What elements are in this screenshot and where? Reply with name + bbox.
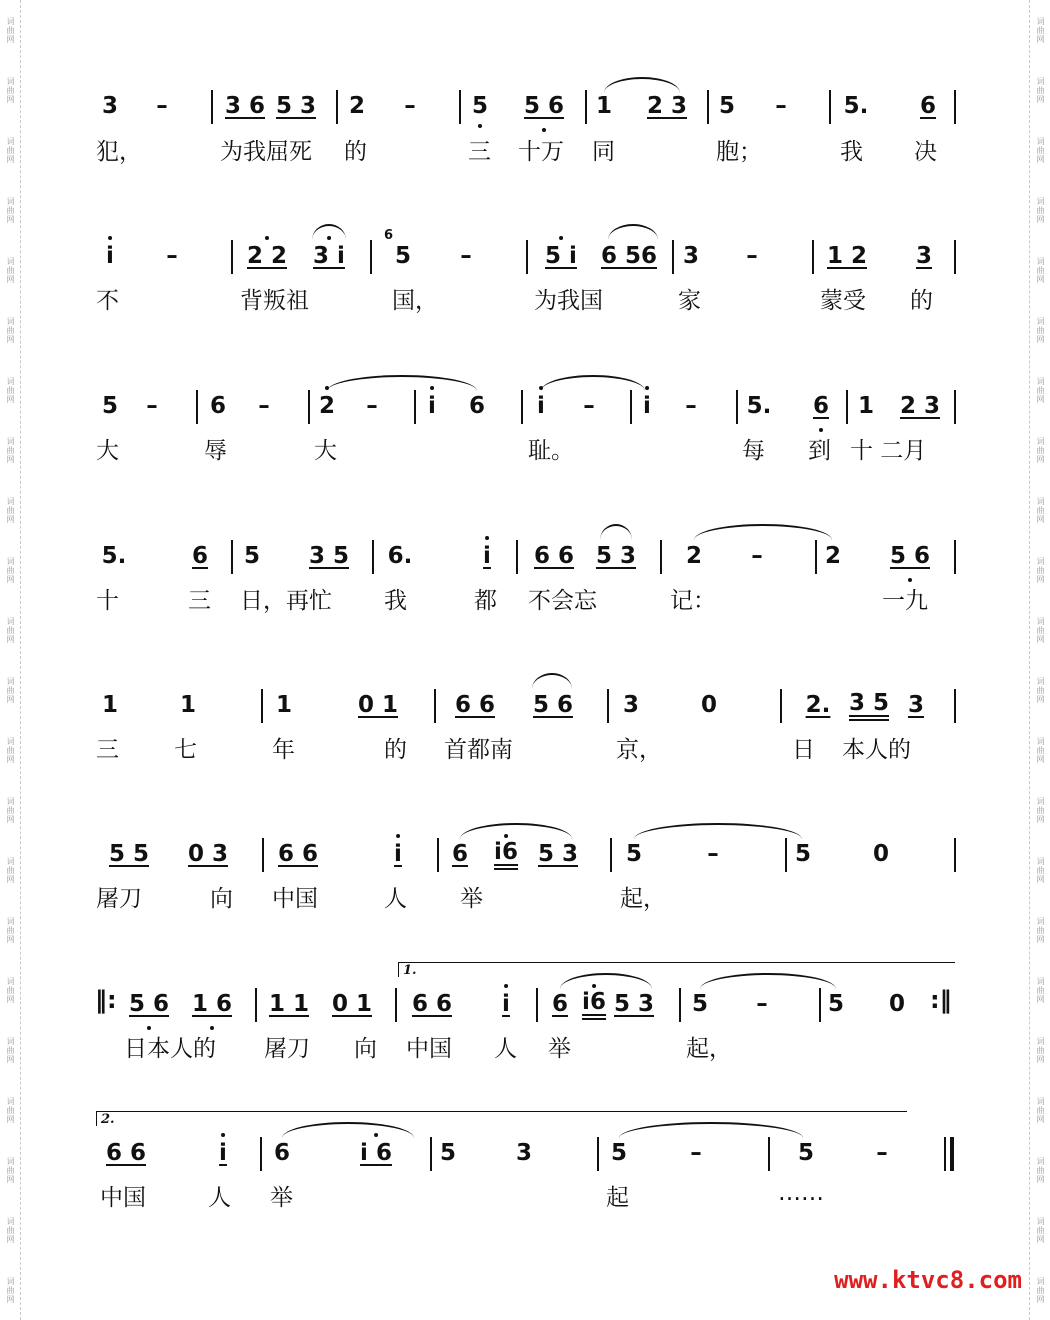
lyric: 大 bbox=[96, 438, 119, 464]
tie-arc bbox=[694, 524, 832, 540]
lyric: 起， bbox=[620, 886, 666, 912]
note: 6 6 bbox=[533, 543, 575, 569]
margin-watermark-tag: 词曲网 bbox=[6, 196, 15, 224]
note: 5 bbox=[471, 93, 489, 119]
note: 1 bbox=[857, 393, 875, 419]
note: 2 bbox=[685, 543, 703, 569]
note: 1 1 bbox=[268, 991, 310, 1017]
margin-watermark-tag: 词曲网 bbox=[1036, 916, 1045, 944]
note: 0 1 bbox=[357, 692, 399, 718]
margin-watermark-tag: 词曲网 bbox=[1036, 1276, 1045, 1304]
margin-watermark-tag: 词曲网 bbox=[6, 1156, 15, 1184]
margin-watermark-tag: 词曲网 bbox=[6, 376, 15, 404]
volta-label: 2. bbox=[101, 1112, 115, 1127]
note: 3 bbox=[622, 692, 640, 718]
note: i bbox=[428, 393, 436, 419]
tie-arc bbox=[460, 823, 572, 839]
note: 5 i bbox=[545, 243, 577, 269]
margin-watermark-tag: 词曲网 bbox=[6, 1036, 15, 1064]
lyric: 三 bbox=[468, 139, 491, 165]
note: 5 3 bbox=[613, 991, 655, 1017]
margin-watermark-tag: 词曲网 bbox=[1036, 1156, 1045, 1184]
tie-arc bbox=[312, 224, 346, 240]
dash-note: – bbox=[685, 393, 697, 419]
lyric: 记： bbox=[670, 588, 716, 614]
dash-note: – bbox=[166, 243, 178, 269]
bar-line bbox=[707, 90, 709, 124]
lyric: 举 bbox=[548, 1036, 571, 1062]
bar-line bbox=[815, 540, 817, 574]
lyric: 七 bbox=[174, 737, 197, 763]
margin-watermark-tag: 词曲网 bbox=[1036, 976, 1045, 1004]
bar-line bbox=[196, 390, 198, 424]
lyric: 京， bbox=[616, 737, 662, 763]
tie-arc bbox=[600, 524, 632, 540]
note: i bbox=[502, 991, 510, 1017]
note: 5 bbox=[625, 841, 643, 867]
note: 1 2 bbox=[826, 243, 868, 269]
note: 5 bbox=[827, 991, 845, 1017]
dash-note: – bbox=[366, 393, 378, 419]
lyric: 不会忘 bbox=[528, 588, 597, 614]
note: 5 bbox=[718, 93, 736, 119]
note: i6 bbox=[582, 990, 606, 1020]
lyric: 辱 bbox=[204, 438, 227, 464]
lyric: 的 bbox=[344, 139, 367, 165]
note: 3 5 bbox=[308, 543, 350, 569]
note: 1 bbox=[275, 692, 293, 718]
lyric: 犯， bbox=[96, 139, 142, 165]
margin-watermark-tag: 词曲网 bbox=[1036, 556, 1045, 584]
lyric: 为我国 bbox=[534, 288, 603, 314]
note: 6 bbox=[468, 393, 486, 419]
note: i bbox=[643, 393, 651, 419]
note: 0 1 bbox=[331, 991, 373, 1017]
lyric: 屠刀 bbox=[264, 1036, 310, 1062]
bar-line bbox=[536, 988, 538, 1022]
margin-watermark-tag: 词曲网 bbox=[1036, 256, 1045, 284]
bar-line bbox=[526, 240, 528, 274]
margin-watermark-tag: 词曲网 bbox=[6, 436, 15, 464]
bar-line bbox=[954, 240, 956, 274]
bar-line bbox=[954, 390, 956, 424]
lyric: 人 bbox=[384, 886, 407, 912]
lyric: 十 bbox=[96, 588, 119, 614]
bar-line bbox=[211, 90, 213, 124]
bar-line bbox=[785, 838, 787, 872]
lyric: 人 bbox=[494, 1036, 517, 1062]
lyric: 我 bbox=[384, 588, 407, 614]
bar-line bbox=[679, 988, 681, 1022]
lyric: 耻。 bbox=[528, 438, 574, 464]
bar-line bbox=[336, 90, 338, 124]
volta-label: 1. bbox=[403, 963, 417, 978]
lyric: 一九 bbox=[882, 588, 928, 614]
lyric: 屠刀 bbox=[96, 886, 142, 912]
note: i bbox=[394, 841, 402, 867]
lyric: 年 bbox=[272, 737, 295, 763]
lyric: 日 bbox=[792, 737, 815, 763]
lyric: 中国 bbox=[100, 1185, 146, 1211]
note: 5 3 bbox=[537, 841, 579, 867]
bar-line bbox=[780, 689, 782, 723]
bar-line bbox=[660, 540, 662, 574]
tie-arc bbox=[604, 77, 680, 93]
note: 5 bbox=[439, 1140, 457, 1166]
margin-watermark-tag: 词曲网 bbox=[1036, 676, 1045, 704]
note: 2 bbox=[318, 393, 336, 419]
lyric: 向 bbox=[210, 886, 233, 912]
dash-note: – bbox=[146, 393, 158, 419]
lyric: 举 bbox=[460, 886, 483, 912]
note: 3 5 bbox=[849, 691, 889, 721]
lyric: 起 bbox=[606, 1185, 629, 1211]
tie-arc bbox=[327, 375, 477, 391]
lyric: 日本人的 bbox=[124, 1036, 216, 1062]
margin-watermark-tag: 词曲网 bbox=[1036, 616, 1045, 644]
note: 5 6 bbox=[128, 991, 170, 1017]
note: 2 3 bbox=[646, 93, 688, 119]
lyric: 日，再忙 bbox=[240, 588, 332, 614]
lyric: 十万 bbox=[518, 139, 564, 165]
note: i 6 bbox=[360, 1140, 392, 1166]
note: 2 bbox=[824, 543, 842, 569]
lyric: 三 bbox=[188, 588, 211, 614]
note: 3 i bbox=[313, 243, 345, 269]
margin-watermark-tag: 词曲网 bbox=[1036, 316, 1045, 344]
margin-watermark-tag: 词曲网 bbox=[6, 616, 15, 644]
tie-arc bbox=[532, 673, 572, 689]
margin-watermark-tag: 词曲网 bbox=[6, 1096, 15, 1124]
bar-line bbox=[255, 988, 257, 1022]
bar-line bbox=[372, 540, 374, 574]
note: 6 6 bbox=[277, 841, 319, 867]
lyric: 中国 bbox=[406, 1036, 452, 1062]
note: 0 bbox=[700, 692, 718, 718]
margin-watermark-tag: 词曲网 bbox=[6, 976, 15, 1004]
bar-line bbox=[829, 90, 831, 124]
margin-watermark-tag: 词曲网 bbox=[6, 676, 15, 704]
bar-line bbox=[231, 540, 233, 574]
margin-watermark-tag: 词曲网 bbox=[6, 76, 15, 104]
note: i bbox=[219, 1140, 227, 1166]
lyric: 的 bbox=[910, 288, 933, 314]
bar-line bbox=[630, 390, 632, 424]
bar-line bbox=[414, 390, 416, 424]
ellipsis: …… bbox=[778, 1180, 824, 1206]
bar-line bbox=[459, 90, 461, 124]
bar-line bbox=[944, 1137, 946, 1171]
note: 5 bbox=[243, 543, 261, 569]
note: 6 bbox=[191, 543, 209, 569]
grace-note: 6 bbox=[384, 228, 394, 243]
note: 5 6 bbox=[532, 692, 574, 718]
dash-note: – bbox=[756, 991, 768, 1017]
bar-line bbox=[812, 240, 814, 274]
note: 1 bbox=[595, 93, 613, 119]
final-bar-line bbox=[950, 1137, 954, 1171]
dash-note: – bbox=[876, 1140, 888, 1166]
dash-note: – bbox=[258, 393, 270, 419]
bar-line bbox=[516, 540, 518, 574]
note: 3 bbox=[515, 1140, 533, 1166]
note: 6 bbox=[551, 991, 569, 1017]
lyric: 本人的 bbox=[842, 737, 911, 763]
bar-line bbox=[607, 689, 609, 723]
margin-watermark-tag: 词曲网 bbox=[6, 316, 15, 344]
margin-watermark-tag: 词曲网 bbox=[1036, 376, 1045, 404]
margin-watermark-tag: 词曲网 bbox=[1036, 856, 1045, 884]
note: 6 bbox=[812, 393, 830, 419]
bar-line bbox=[954, 540, 956, 574]
note: 1 bbox=[101, 692, 119, 718]
margin-watermark-tag: 词曲网 bbox=[1036, 796, 1045, 824]
note: 6 56 bbox=[600, 243, 658, 269]
note: 1 6 bbox=[191, 991, 233, 1017]
repeat-end-sign: :‖ bbox=[930, 986, 952, 1014]
lyric: 十 二月 bbox=[850, 438, 927, 464]
margin-watermark-tag: 词曲网 bbox=[1036, 1096, 1045, 1124]
margin-watermark-tag: 词曲网 bbox=[1036, 196, 1045, 224]
bar-line bbox=[430, 1137, 432, 1171]
margin-watermark-tag: 词曲网 bbox=[1036, 736, 1045, 764]
bar-line bbox=[434, 689, 436, 723]
note: 2 bbox=[348, 93, 366, 119]
bar-line bbox=[954, 689, 956, 723]
note: 5 bbox=[610, 1140, 628, 1166]
lyric: 都 bbox=[474, 588, 497, 614]
note: 0 bbox=[872, 841, 890, 867]
bar-line bbox=[954, 838, 956, 872]
note: 5 5 bbox=[108, 841, 150, 867]
note: 1 bbox=[179, 692, 197, 718]
note: 5 bbox=[797, 1140, 815, 1166]
note: 6 bbox=[209, 393, 227, 419]
lyric: 中国 bbox=[272, 886, 318, 912]
lyric: 大 bbox=[314, 438, 337, 464]
bar-line bbox=[231, 240, 233, 274]
margin-watermark-tag: 词曲网 bbox=[6, 736, 15, 764]
dash-note: – bbox=[775, 93, 787, 119]
note: 3 6 bbox=[224, 93, 266, 119]
bar-line bbox=[846, 390, 848, 424]
lyric: 胞； bbox=[716, 139, 762, 165]
bar-line bbox=[672, 240, 674, 274]
note: 2. bbox=[805, 692, 831, 718]
margin-watermark-tag: 词曲网 bbox=[6, 796, 15, 824]
note: 6. bbox=[387, 543, 413, 569]
bar-line bbox=[262, 838, 264, 872]
margin-watermark-tag: 词曲网 bbox=[1036, 136, 1045, 164]
margin-watermark-tag: 词曲网 bbox=[6, 256, 15, 284]
note: 6 6 bbox=[411, 991, 453, 1017]
lyric: 家 bbox=[678, 288, 701, 314]
dash-note: – bbox=[690, 1140, 702, 1166]
volta-bracket-1 bbox=[398, 962, 955, 977]
note: 5 6 bbox=[523, 93, 565, 119]
note: 5 bbox=[394, 243, 412, 269]
margin-watermark-tag: 词曲网 bbox=[1036, 436, 1045, 464]
lyric: 国， bbox=[392, 288, 438, 314]
bar-line bbox=[521, 390, 523, 424]
note: i bbox=[537, 393, 545, 419]
lyric: 不 bbox=[96, 288, 119, 314]
note: 5 bbox=[691, 991, 709, 1017]
note: i6 bbox=[494, 840, 518, 870]
lyric: 三 bbox=[96, 737, 119, 763]
note: i bbox=[483, 543, 491, 569]
lyric: 每 bbox=[742, 438, 765, 464]
bar-line bbox=[610, 838, 612, 872]
dash-note: – bbox=[583, 393, 595, 419]
note: 3 bbox=[915, 243, 933, 269]
margin-watermark-tag: 词曲网 bbox=[6, 916, 15, 944]
lyric: 决 bbox=[914, 139, 937, 165]
bar-line bbox=[308, 390, 310, 424]
margin-watermark-tag: 词曲网 bbox=[6, 556, 15, 584]
bar-line bbox=[370, 240, 372, 274]
margin-watermark-tag: 词曲网 bbox=[1036, 496, 1045, 524]
lyric: 为我屈死 bbox=[220, 139, 312, 165]
lyric: 首都南 bbox=[444, 737, 513, 763]
dash-note: – bbox=[746, 243, 758, 269]
margin-watermark-tag: 词曲网 bbox=[6, 1276, 15, 1304]
note: 5 6 bbox=[889, 543, 931, 569]
note: 3 bbox=[101, 93, 119, 119]
note: 6 bbox=[919, 93, 937, 119]
lyric: 到 bbox=[808, 438, 831, 464]
lyric: 向 bbox=[354, 1036, 377, 1062]
lyric: 蒙受 bbox=[820, 288, 866, 314]
note: 0 bbox=[888, 991, 906, 1017]
lyric: 起， bbox=[686, 1036, 732, 1062]
note: 3 bbox=[907, 692, 925, 718]
margin-watermark-tag: 词曲网 bbox=[6, 1216, 15, 1244]
margin-watermark-tag: 词曲网 bbox=[6, 856, 15, 884]
note: 5. bbox=[843, 93, 869, 119]
site-watermark: www.ktvc8.com bbox=[834, 1266, 1022, 1294]
dash-note: – bbox=[404, 93, 416, 119]
dash-note: – bbox=[751, 543, 763, 569]
note: 6 bbox=[273, 1140, 291, 1166]
margin-watermark-tag: 词曲网 bbox=[1036, 16, 1045, 44]
dash-note: – bbox=[707, 841, 719, 867]
bar-line bbox=[261, 689, 263, 723]
note: 5. bbox=[101, 543, 127, 569]
note: 2 3 bbox=[899, 393, 941, 419]
bar-line bbox=[736, 390, 738, 424]
lyric: 的 bbox=[384, 737, 407, 763]
note: 6 bbox=[451, 841, 469, 867]
bar-line bbox=[954, 90, 956, 124]
lyric: 同 bbox=[592, 139, 615, 165]
margin-watermark-tag: 词曲网 bbox=[1036, 76, 1045, 104]
bar-line bbox=[395, 988, 397, 1022]
tie-arc bbox=[541, 375, 645, 391]
note: 5 bbox=[794, 841, 812, 867]
note: 5 bbox=[101, 393, 119, 419]
bar-line bbox=[597, 1137, 599, 1171]
lyric: 举 bbox=[270, 1185, 293, 1211]
margin-watermark-tag: 词曲网 bbox=[6, 136, 15, 164]
note: 3 bbox=[682, 243, 700, 269]
margin-watermark-tag: 词曲网 bbox=[1036, 1216, 1045, 1244]
volta-bracket-2 bbox=[96, 1111, 907, 1126]
note: 6 6 bbox=[105, 1140, 147, 1166]
note: 2 2 bbox=[246, 243, 288, 269]
tie-arc bbox=[634, 823, 802, 839]
lyric: 人 bbox=[208, 1185, 231, 1211]
repeat-start-sign: ‖: bbox=[95, 986, 117, 1014]
note: 5 3 bbox=[275, 93, 317, 119]
dash-note: – bbox=[460, 243, 472, 269]
note: 5 3 bbox=[595, 543, 637, 569]
bar-line bbox=[768, 1137, 770, 1171]
note: 6 6 bbox=[454, 692, 496, 718]
bar-line bbox=[437, 838, 439, 872]
note: i bbox=[106, 243, 114, 269]
note: 0 3 bbox=[187, 841, 229, 867]
lyric: 我 bbox=[840, 139, 863, 165]
dash-note: – bbox=[156, 93, 168, 119]
bar-line bbox=[819, 988, 821, 1022]
lyric: 背叛祖 bbox=[240, 288, 309, 314]
margin-watermark-tag: 词曲网 bbox=[6, 16, 15, 44]
bar-line bbox=[260, 1137, 262, 1171]
margin-watermark-tag: 词曲网 bbox=[6, 496, 15, 524]
margin-watermark-tag: 词曲网 bbox=[1036, 1036, 1045, 1064]
bar-line bbox=[585, 90, 587, 124]
tie-arc bbox=[608, 224, 658, 240]
note: 5. bbox=[746, 393, 772, 419]
